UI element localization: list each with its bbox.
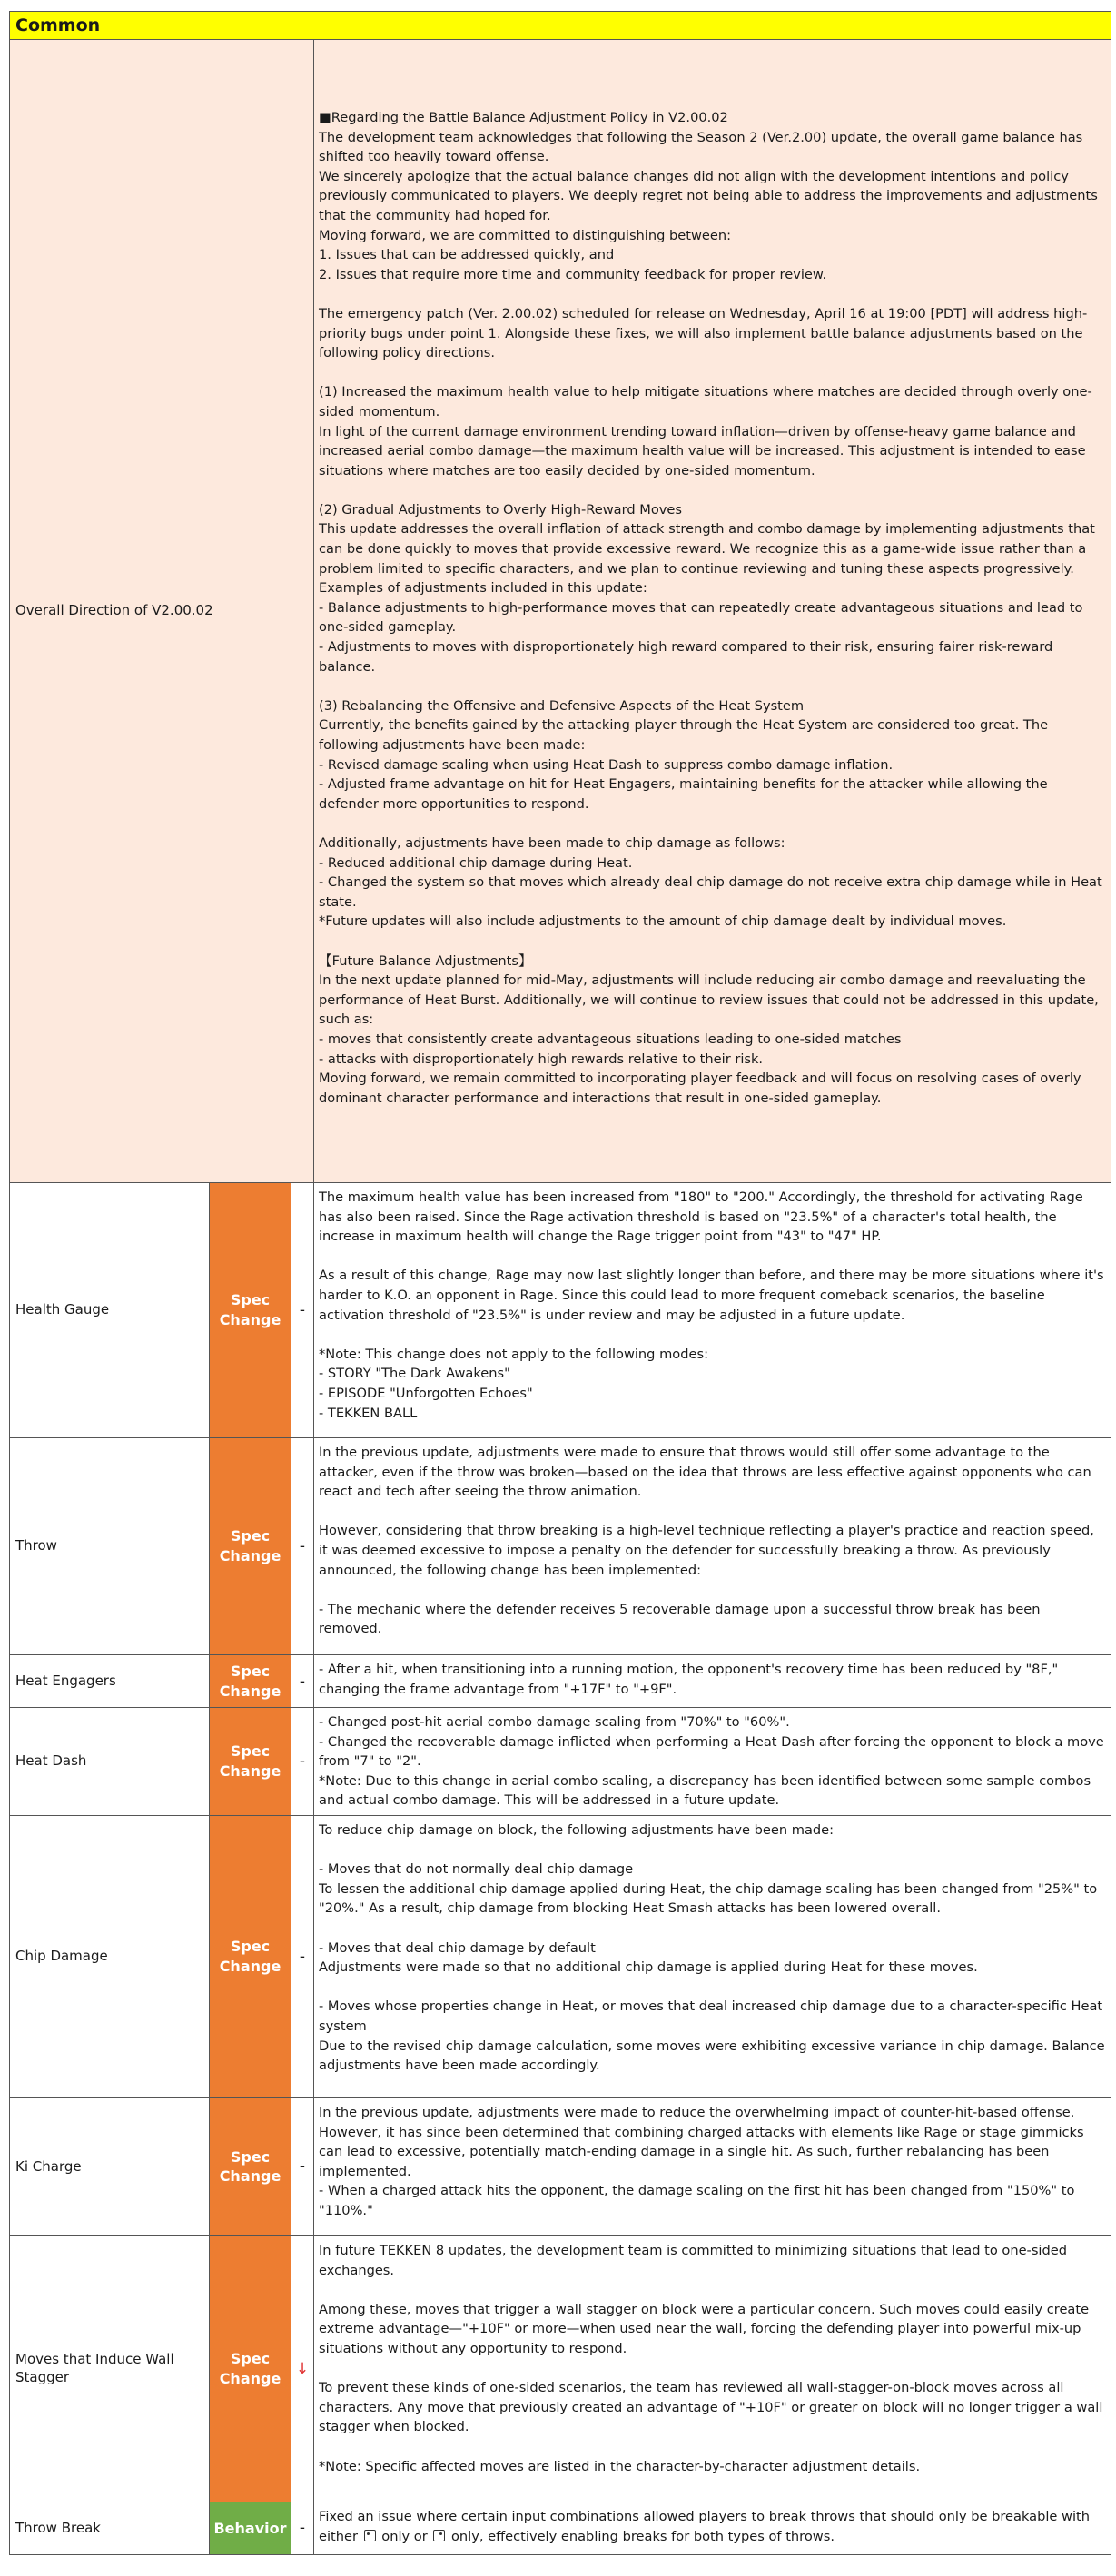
behavior-tag: Behavior <box>210 2502 291 2554</box>
overall-direction-text: ■Regarding the Battle Balance Adjustment Policy in V2.00.02 The development team acknowledges that following the Season 2 (Ver.2.00) update, the overall game balance has shifted too heavily toward offense. We sincerely apologize that the actual balance changes did not align with the development intentions and policy previously communicated to players. We deeply regret not being able to address the improvements and adjustments that the community had hoped for. Moving forward, we are committed to distinguishing between: 1. Issues that can be addressed quickly, and 2. Issues that require more time and community feedback for proper review. The emergency patch (Ver. 2.00.02) scheduled for release on Wednesday, April 16 at 19:00 [PDT] will address high-priority bugs under point 1. Alongside these fixes, we will also implement battle balance adjustments based on the following policy directions. (1) Increased the maximum health value to help mitigate situations where matches are decided through overly one-sided momentum. In light of the current damage environment trending toward inflation—driven by offense-heavy game balance and increased aerial combo damage—the maximum health value will be increased. This adjustment is intended to ease situations where matches are too easily decided by one-sided momentum. (2) Gradual Adjustments to Overly High-Reward Moves This update addresses the overall inflation of attack strength and combo damage by implementing adjustments that can be done quickly to moves that provide excessive reward. We recognize this as a game-wide issue rather than a problem limited to specific characters, and we plan to continue reviewing and tuning these aspects progressively. Examples of adjustments included in this update: - Balance adjustments to high-performance moves that can repeatedly create advantageous situations and lead to one-sided gameplay. - Adjustments to moves with disproportionately high reward compared to their risk, ensuring fairer risk-reward balance. (3) Rebalancing the Offensive and Defensive Aspects of the Heat System Currently, the benefits gained by the attacking player through the Heat System are considered too great. The following adjustments have been made: - Revised damage scaling when using Heat Dash to suppress combo damage inflation. - Adjusted frame advantage on hit for Heat Engagers, maintaining benefits for the attacker while allowing the defender more opportunities to respond. Additionally, adjustments have been made to chip damage as follows: - Reduced additional chip damage during Heat. - Changed the system so that moves which already deal chip damage do not receive extra chip damage while in Heat state. *Future updates will also include adjustments to the amount of chip damage dealt by individual moves. 【Future Balance Adjustments】 In the next update planned for mid-May, adjustments will include reducing air combo damage and reevaluating the performance of Heat Burst. Additionally, we will continue to review issues that could not be addressed in this update, such as: - moves that consistently create advantageous situations leading to one-sided matches - attacks with disproportionately high rewards relative to their risk. Moving forward, we remain committed to incorporating player feedback and will focus on resolving cases of overly dominant character performance and interactions that result in one-sided gameplay. <box>319 110 1102 1106</box>
tag-label: Spec Change <box>219 2350 281 2387</box>
section-title: Common <box>10 12 1111 40</box>
row-description: In the previous update, adjustments were made to ensure that throws would still offer some advantage to the attacker, even if the throw was broken—based on the idea that throws are less effective against opponents who can react and tech after seeing the throw animation. However, considering that throw breaking is a high-level technique reflecting a player's practice and reaction speed, it was deemed excessive to impose a penalty on the defender for successfully breaking a throw. As previously announced, the following change has been implemented: - The mechanic where the defender receives 5 recoverable damage upon a successful throw break has been removed. <box>319 1445 1094 1637</box>
row-description-cell <box>314 1183 1111 1438</box>
row-name: Heat Dash <box>10 1708 210 1816</box>
row-health-gauge <box>10 1183 1111 1438</box>
description-part: only, effectively enabling breaks for both types of throws. <box>447 2528 835 2544</box>
row-description: - Changed post-hit aerial combo damage scaling from "70%" to "60%". - Changed the recoverable damage inflicted when performing a Heat Dash after forcing the opponent to block a move from "7" to "2". *Note: Due to this change in aerial combo scaling, a discrepancy has been identified between some sample combos and actual combo damage. This will be addressed in a future update. <box>319 1714 1104 1809</box>
row-name: Chip Damage <box>10 1815 210 2097</box>
button-1-icon <box>364 2530 376 2541</box>
row-description <box>319 2507 1106 2546</box>
row-description-cell <box>314 2097 1111 2235</box>
row-description: To reduce chip damage on block, the following adjustments have been made: - Moves that do not normally deal chip damage To lessen the additional chip damage applied during Heat, the chip damage scaling has been changed from "25%" to "20%." As a result, chip damage from blocking Heat Smash attacks has been lowered overall. - Moves that deal chip damage by default Adjustments were made so that no additional chip damage is applied during Heat for these moves. - Moves whose properties change in Heat, or moves that deal increased chip damage due to a character-specific Heat system Due to the revised chip damage calculation, some moves were exhibiting excessive variance in chip damage. Balance adjustments have been made accordingly. <box>319 1821 1105 2074</box>
row-wall-stagger <box>10 2235 1111 2502</box>
patch-notes-sheet <box>9 11 1111 2555</box>
row-name: Heat Engagers <box>10 1655 210 1708</box>
row-description: In future TEKKEN 8 updates, the development team is committed to minimizing situations that lead to one-sided exchanges. Among these, moves that trigger a wall stagger on block were a particular concern. Such moves could easily create extreme advantage—"+10F" or more—when used near the wall, forcing the defending player into powerful mix-up situations without any opportunity to respond. To prevent these kinds of one-sided scenarios, the team has reviewed all wall-stagger-on-block moves across all characters. Any move that previously created an advantage of "+10F" or greater on block will no longer trigger a wall stagger when blocked. *Note: Specific affected moves are listed in the character-by-character adjustment details. <box>319 2242 1103 2474</box>
row-description-cell <box>314 1438 1111 1655</box>
section-header-row <box>10 12 1111 40</box>
row-description-cell <box>314 1655 1111 1708</box>
tag-label: Spec Change <box>219 1291 281 1328</box>
button-2-icon <box>433 2530 445 2541</box>
row-ki-charge <box>10 2097 1111 2235</box>
row-name: Moves that Induce Wall Stagger <box>10 2235 210 2502</box>
change-indicator: - <box>291 1183 314 1438</box>
change-indicator: - <box>291 1438 314 1655</box>
change-indicator: - <box>291 1708 314 1816</box>
change-indicator: - <box>291 1655 314 1708</box>
tag-label: Spec Change <box>219 1742 281 1780</box>
row-throw <box>10 1438 1111 1655</box>
description-part: only or <box>377 2528 432 2544</box>
spec-change-tag <box>210 1438 291 1655</box>
description-part: Fixed an issue where certain input combinations allowed players to break throws that should only be breakable with either <box>319 2508 1094 2544</box>
overall-direction-text-cell <box>314 40 1111 1183</box>
nerf-arrow-icon: ↓ <box>291 2235 314 2502</box>
row-throw-break <box>10 2502 1111 2554</box>
tag-label: Spec Change <box>219 1938 281 1975</box>
row-name: Health Gauge <box>10 1183 210 1438</box>
spec-change-tag <box>210 2235 291 2502</box>
change-indicator: - <box>291 2502 314 2554</box>
spec-change-tag <box>210 1183 291 1438</box>
spec-change-tag <box>210 2097 291 2235</box>
patch-notes-table <box>9 11 1111 2555</box>
overall-direction-label: Overall Direction of V2.00.02 <box>10 40 314 1183</box>
row-heat-dash <box>10 1708 1111 1816</box>
row-name: Ki Charge <box>10 2097 210 2235</box>
change-indicator: - <box>291 1815 314 2097</box>
row-heat-engagers <box>10 1655 1111 1708</box>
spec-change-tag <box>210 1815 291 2097</box>
row-description-cell <box>314 2235 1111 2502</box>
row-description: In the previous update, adjustments were made to reduce the overwhelming impact of counter-hit-based offense. However, it has since been determined that combining charged attacks with elements like Rage or stage gimmicks can lead to excessive, potentially match-ending damage in a single hit. As such, further rebalancing has been implemented. - When a charged attack hits the opponent, the damage scaling on the first hit has been changed from "150%" to "110%." <box>319 2104 1084 2218</box>
change-indicator: - <box>291 2097 314 2235</box>
row-description: - After a hit, when transitioning into a running motion, the opponent's recovery time has been reduced by "8F," changing the frame advantage from "+17F" to "+9F". <box>319 1662 1062 1697</box>
spec-change-tag <box>210 1655 291 1708</box>
row-description-cell <box>314 1815 1111 2097</box>
spec-change-tag <box>210 1708 291 1816</box>
tag-label: Spec Change <box>219 2147 281 2186</box>
row-name: Throw <box>10 1438 210 1655</box>
row-chip-damage <box>10 1815 1111 2097</box>
row-description-cell <box>314 1708 1111 1816</box>
row-description-cell <box>314 2502 1111 2554</box>
row-name: Throw Break <box>10 2502 210 2554</box>
overall-direction-row <box>10 40 1111 1183</box>
tag-label: Spec Change <box>219 1662 281 1700</box>
tag-label: Spec Change <box>219 1527 281 1564</box>
row-description: The maximum health value has been increased from "180" to "200." Accordingly, the threshold for activating Rage has also been raised. Since the Rage activation threshold is based on "23.5%" of a character's total health, the increase in maximum health will change the Rage trigger point from "43" to "47" HP. As a result of this change, Rage may now last slightly longer than before, and there may be more situations where it's harder to K.O. an opponent in Rage. Since this could lead to more frequent comeback scenarios, the baseline activation threshold of "23.5%" is under review and may be adjusted in a future update. *Note: This change does not apply to the following modes: - STORY "The Dark Awakens" - EPISODE "Unforgotten Echoes" - TEKKEN BALL <box>319 1189 1104 1421</box>
